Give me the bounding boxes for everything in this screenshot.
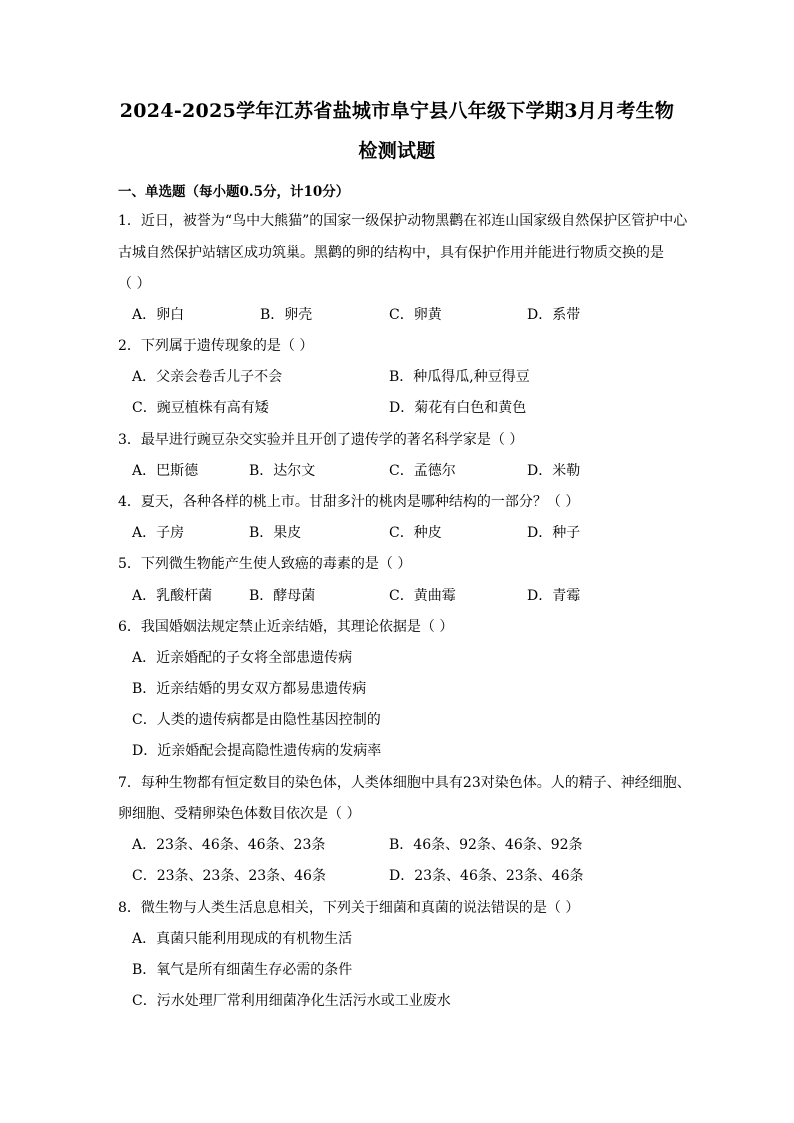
question-2-option-a: A．父亲会卷舌儿子不会 (132, 369, 283, 385)
question-8-option-a: A．真菌只能利用现成的有机物生活 (132, 931, 353, 947)
question-6-option-d: D．近亲婚配会提高隐性遗传病的发病率 (132, 743, 382, 759)
question-1-option-a: A．卵白 (132, 307, 185, 323)
question-5-option-d: D．青霉 (527, 588, 581, 604)
question-3-option-b: B．达尔文 (249, 463, 316, 479)
question-1-line3: （ ） (118, 276, 151, 292)
question-2-stem: 2．下列属于遗传现象的是（ ） (118, 338, 314, 354)
question-2-option-d: D．菊花有白色和黄色 (389, 400, 527, 416)
question-1-line1: 1．近日，被誉为“鸟中大熊猫”的国家一级保护动物黑鹳在祁连山国家级自然保护区管护中心 (118, 213, 688, 229)
question-1-option-b: B．卵壳 (260, 307, 313, 323)
question-4-option-d: D．种子 (527, 525, 581, 541)
question-7-line1: 7．每种生物都有恒定数目的染色体，人类体细胞中具有23对染色体。人的精子、神经细胞、 (118, 775, 691, 791)
question-3-option-c: C．孟德尔 (389, 463, 456, 479)
question-5-stem: 5．下列微生物能产生使人致癌的毒素的是（ ） (118, 556, 412, 572)
document-title-line1: 2024-2025学年江苏省盐城市阜宁县八年级下学期3月月考生物 (119, 100, 675, 122)
question-6-option-b: B．近亲结婚的男女双方都易患遗传病 (132, 681, 367, 697)
question-6-stem: 6．我国婚姻法规定禁止近亲结婚，其理论依据是（ ） (118, 619, 454, 635)
question-7-option-a: A．23条、46条、46条、23条 (132, 837, 326, 853)
question-5-option-c: C．黄曲霉 (389, 588, 456, 604)
question-7-option-c: C．23条、23条、23条、46条 (132, 868, 326, 884)
question-3-stem: 3．最早进行豌豆杂交实验并且开创了遗传学的著名科学家是（ ） (118, 432, 524, 448)
question-1-option-c: C．卵黄 (389, 307, 442, 323)
question-7-option-d: D．23条、46条、23条、46条 (389, 868, 584, 884)
question-2-option-b: B．种瓜得瓜,种豆得豆 (389, 369, 530, 385)
question-8-option-c: C．污水处理厂常利用细菌净化生活污水或工业废水 (132, 993, 451, 1009)
section-heading: 一、单选题（每小题0.5分，计10分） (118, 184, 350, 200)
question-6-option-c: C．人类的遗传病都是由隐性基因控制的 (132, 712, 381, 728)
question-8-option-b: B．氧气是所有细菌生存必需的条件 (132, 962, 353, 978)
question-6-option-a: A．近亲婚配的子女将全部患遗传病 (132, 650, 353, 666)
question-7-option-b: B．46条、92条、46条、92条 (389, 837, 583, 853)
question-4-stem: 4．夏天，各种各样的桃上市。甘甜多汁的桃肉是哪种结构的一部分？（ ） (118, 494, 580, 510)
question-3-option-a: A．巴斯德 (132, 463, 199, 479)
question-7-line2: 卵细胞、受精卵染色体数目依次是（ ） (118, 806, 361, 822)
question-3-option-d: D．米勒 (527, 463, 581, 479)
document-title-line2: 检测试题 (358, 140, 436, 162)
question-4-option-c: C．种皮 (389, 525, 442, 541)
question-4-option-a: A．子房 (132, 525, 185, 541)
question-5-option-b: B．酵母菌 (249, 588, 316, 604)
question-5-option-a: A．乳酸杆菌 (132, 588, 213, 604)
question-1-line2: 古城自然保护站辖区成功筑巢。黑鹳的卵的结构中，具有保护作用并能进行物质交换的是 (118, 245, 664, 261)
question-4-option-b: B．果皮 (249, 525, 302, 541)
question-2-option-c: C．豌豆植株有高有矮 (132, 400, 269, 416)
question-8-stem: 8．微生物与人类生活息息相关，下列关于细菌和真菌的说法错误的是（ ） (118, 900, 580, 916)
question-1-option-d: D．系带 (527, 307, 581, 323)
